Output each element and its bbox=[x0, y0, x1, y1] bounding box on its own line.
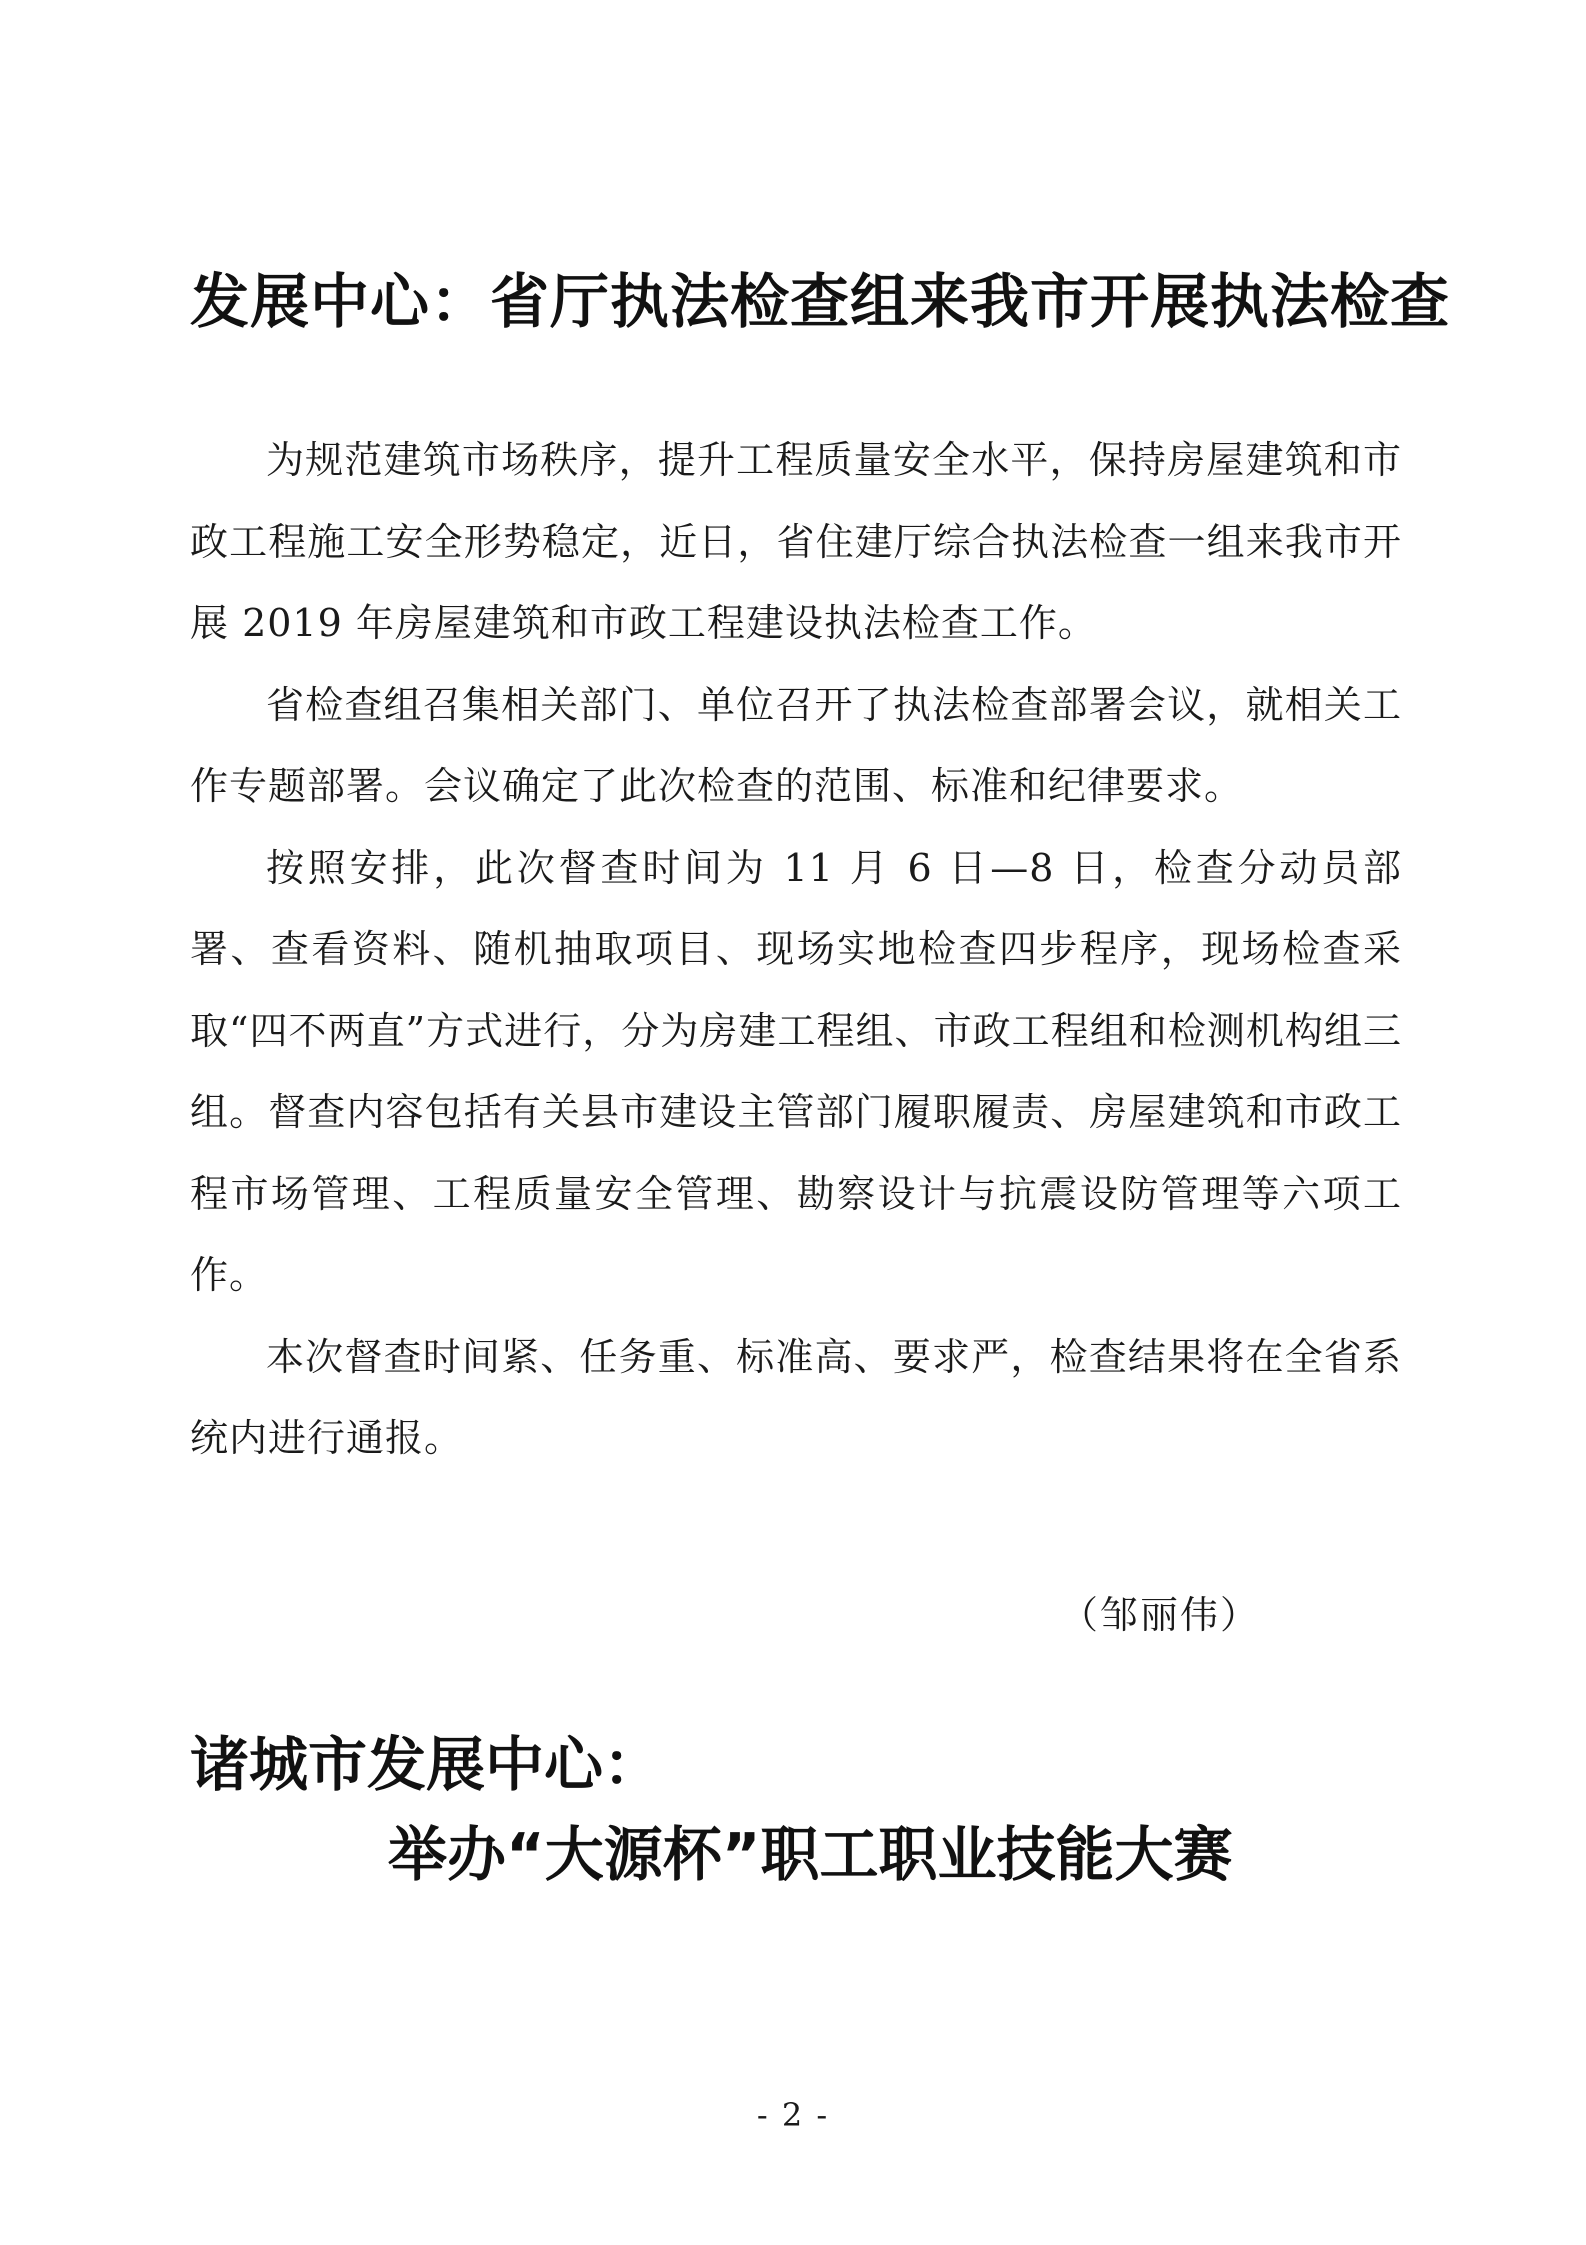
article-body bbox=[190, 420, 1402, 1480]
page-number: - 2 - bbox=[756, 2096, 830, 2134]
paragraph: 本次督查时间紧、任务重、标准高、要求严，检查结果将在全省系统内进行通报。 bbox=[190, 1334, 1402, 1460]
second-article-title-line2: 举办“大源杯”职工职业技能大赛 bbox=[388, 1820, 1233, 1889]
paragraph: 按照安排，此次督查时间为 11 月 6 日—8 日，检查分动员部署、查看资料、随机抽取项目、现场实地检查四步程序，现场检查采取“四不两直”方式进行，分为房建工程组、市政工程组和检测机构组三组。督查内容包括有关县市建设主管部门履职履责、房屋建筑和市政工程市场管理、工程质量安全管理、勘察设计与抗震设防管理等六项工作。 bbox=[190, 845, 1402, 1297]
article-title: 发展中心：省厅执法检查组来我市开展执法检查 bbox=[190, 267, 1451, 336]
author-signature: （邹丽伟） bbox=[1060, 1593, 1261, 1637]
paragraph: 省检查组召集相关部门、单位召开了执法检查部署会议，就相关工作专题部署。会议确定了此次检查的范围、标准和纪律要求。 bbox=[190, 682, 1402, 808]
paragraph: 为规范建筑市场秩序，提升工程质量安全水平，保持房屋建筑和市政工程施工安全形势稳定，近日，省住建厅综合执法检查一组来我市开展 2019 年房屋建筑和市政工程建设执法检查工作。 bbox=[190, 438, 1402, 645]
second-article-title-line1: 诸城市发展中心： bbox=[190, 1730, 663, 1799]
